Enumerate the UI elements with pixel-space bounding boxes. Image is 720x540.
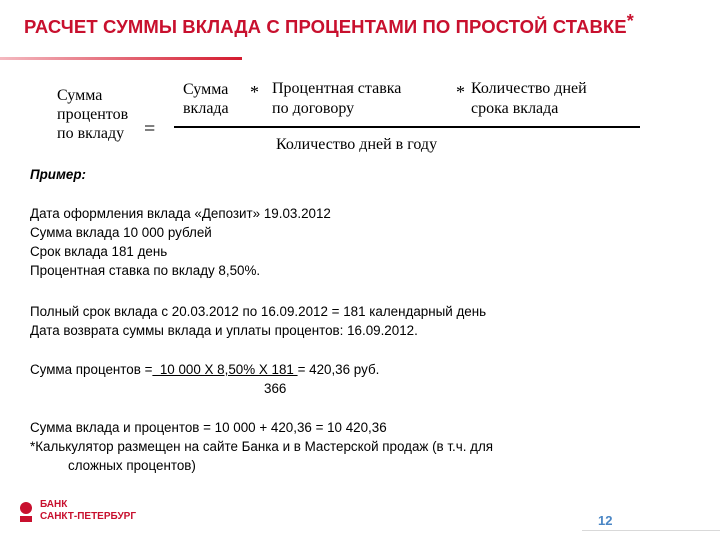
formula-factor-deposit xyxy=(183,80,229,118)
example-calc xyxy=(30,360,670,398)
example-total: Сумма вклада и процентов = 10 000 + 420,36 = 10 420,36 xyxy=(30,420,387,435)
example-total-block xyxy=(30,418,670,475)
formula-denominator: Количество дней в году xyxy=(276,136,438,153)
formula-factor-rate xyxy=(272,79,401,119)
example-line-6: Дата возврата суммы вклада и уплаты процентов: 16.09.2012. xyxy=(30,323,418,338)
footnote-line-1: *Калькулятор размещен на сайте Банка и в Мастерской продаж (в т.ч. для xyxy=(30,439,494,454)
factor1-line2: вклада xyxy=(183,100,229,117)
calc-prefix: Сумма процентов = xyxy=(30,362,153,377)
factor2-line1: Процентная ставка xyxy=(272,80,402,97)
example-term xyxy=(30,302,670,340)
example-label: Пример: xyxy=(30,167,86,182)
example-line-2: Сумма вклада 10 000 рублей xyxy=(30,225,212,240)
factor1-line1: Сумма xyxy=(183,81,229,98)
calc-numerator: 10 000 X 8,50% X 181 xyxy=(152,362,298,377)
example-line-4: Процентная ставка по вкладу 8,50%. xyxy=(30,263,261,278)
calc-line xyxy=(30,360,670,379)
title-asterisk: * xyxy=(626,11,634,31)
bank-logo-icon xyxy=(18,501,34,523)
formula-fraction-bar xyxy=(174,126,640,128)
formula-equals: = xyxy=(144,118,156,140)
formula-lhs-line1: Сумма xyxy=(57,87,103,104)
slide-title xyxy=(24,11,634,38)
title-underline xyxy=(0,57,242,60)
bank-logo-line1: БАНК xyxy=(40,499,68,510)
example-line-5: Полный срок вклада с 20.03.2012 по 16.09.2012 = 181 календарный день xyxy=(30,304,487,319)
page-number: 12 xyxy=(598,513,613,528)
formula-lhs xyxy=(57,86,128,143)
footer-rule xyxy=(582,530,720,531)
calc-result: = 420,36 руб. xyxy=(297,362,380,377)
example-params xyxy=(30,204,670,280)
calc-denominator: 366 xyxy=(264,381,287,396)
formula-lhs-line2: процентов xyxy=(57,106,129,123)
formula-lhs-line3: по вкладу xyxy=(57,125,125,142)
factor3-line1: Количество дней xyxy=(471,80,587,97)
footnote-line-2: сложных процентов) xyxy=(68,458,196,473)
factor3-line2: срока вклада xyxy=(471,100,559,117)
formula-times-2: * xyxy=(456,82,465,102)
example-line-1: Дата оформления вклада «Депозит» 19.03.2012 xyxy=(30,206,331,221)
bank-logo-text xyxy=(40,499,136,523)
example-line-3: Срок вклада 181 день xyxy=(30,244,168,259)
factor2-line2: по договору xyxy=(272,100,355,117)
formula-factor-days xyxy=(471,79,587,119)
slide-title-text: РАСЧЕТ СУММЫ ВКЛАДА С ПРОЦЕНТАМИ ПО ПРОСТОЙ СТАВКЕ xyxy=(24,16,627,37)
bank-logo-line2: САНКТ-ПЕТЕРБУРГ xyxy=(40,511,137,522)
formula-times-1: * xyxy=(250,82,259,102)
